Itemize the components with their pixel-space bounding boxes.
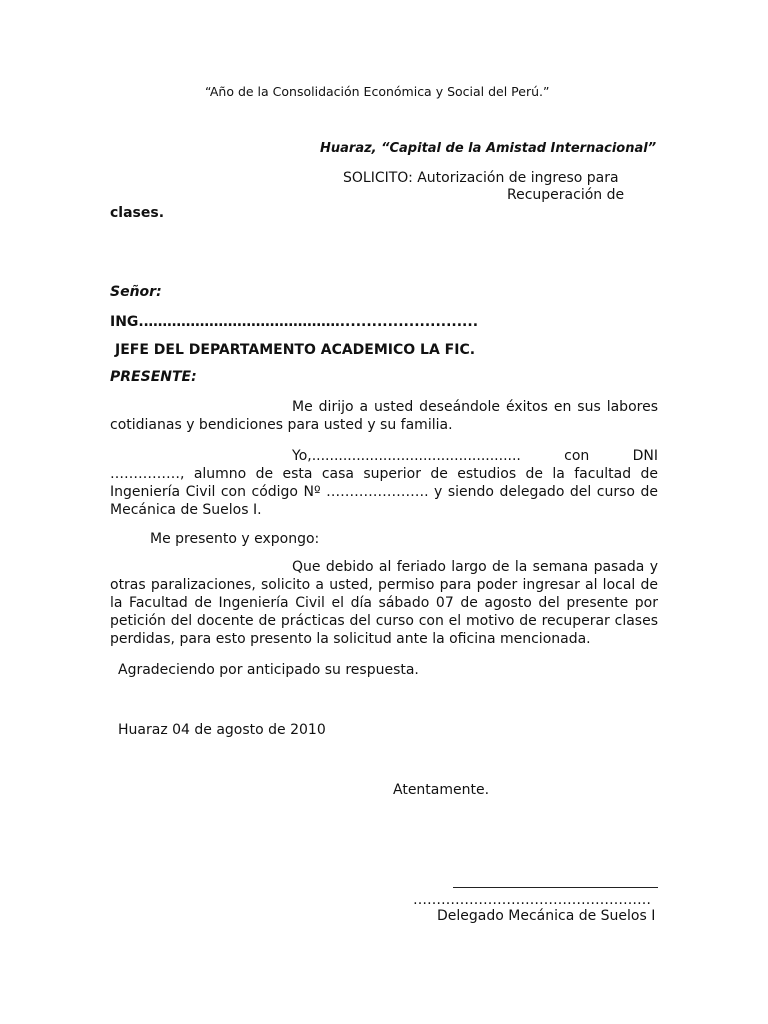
subject-label: SOLICITO: [343,170,413,186]
salutation: Señor: [110,284,162,300]
date-line: Huaraz 04 de agosto de 2010 [118,722,326,738]
subject-text-1: Autorización de ingreso para [412,170,619,186]
signature-name-dots: …………………………………………… [413,892,651,908]
subject-line-1 [343,170,619,186]
year-motto: “Año de la Consolidación Económica y Social del Perú.” [205,84,550,99]
body-paragraph-3-text: Que debido al feriado largo de la semana pasada y otras paralizaciones, solicito a usted, permiso para poder ingresar al local de la Facultad de Ingeniería Civil el día sábado 07 de agosto del presente por petición del docente de prácticas del curso con el motivo de recuperar clases perdidas, para esto presento la solicitud ante la oficina mencionada. [110,559,658,647]
expongo-line: Me presento y expongo: [150,531,320,547]
body-paragraph-2 [110,447,658,519]
body-paragraph-3 [110,558,658,648]
subject-line-3: clases. [110,205,165,221]
body-paragraph-1-text: Me dirijo a usted deseándole éxitos en sus labores cotidianas y bendiciones para usted y su familia. [110,399,658,433]
body-paragraph-1 [110,398,658,434]
signer-title: Delegado Mecánica de Suelos I [437,908,656,924]
signature-line [453,887,658,888]
addressee-position: JEFE DEL DEPARTAMENTO ACADEMICO LA FIC. [115,342,476,358]
regards-line: Atentamente. [393,782,490,798]
addressee-name-line: ING.…………………………………….......................... [110,314,479,330]
presente-label: PRESENTE: [110,369,197,385]
body-paragraph-2-text: Yo,............................................... con DNI ……………, alumno de esta casa superior de estudios de la facultad de Ingeniería Civil con código Nº …………………. y siendo delegado del curso de Mecánica de Suelos I. [110,448,658,518]
city-motto: Huaraz, “Capital de la Amistad Internacional” [320,141,657,156]
subject-line-2: Recuperación de [507,187,625,203]
thanks-line: Agradeciendo por anticipado su respuesta. [118,662,419,678]
